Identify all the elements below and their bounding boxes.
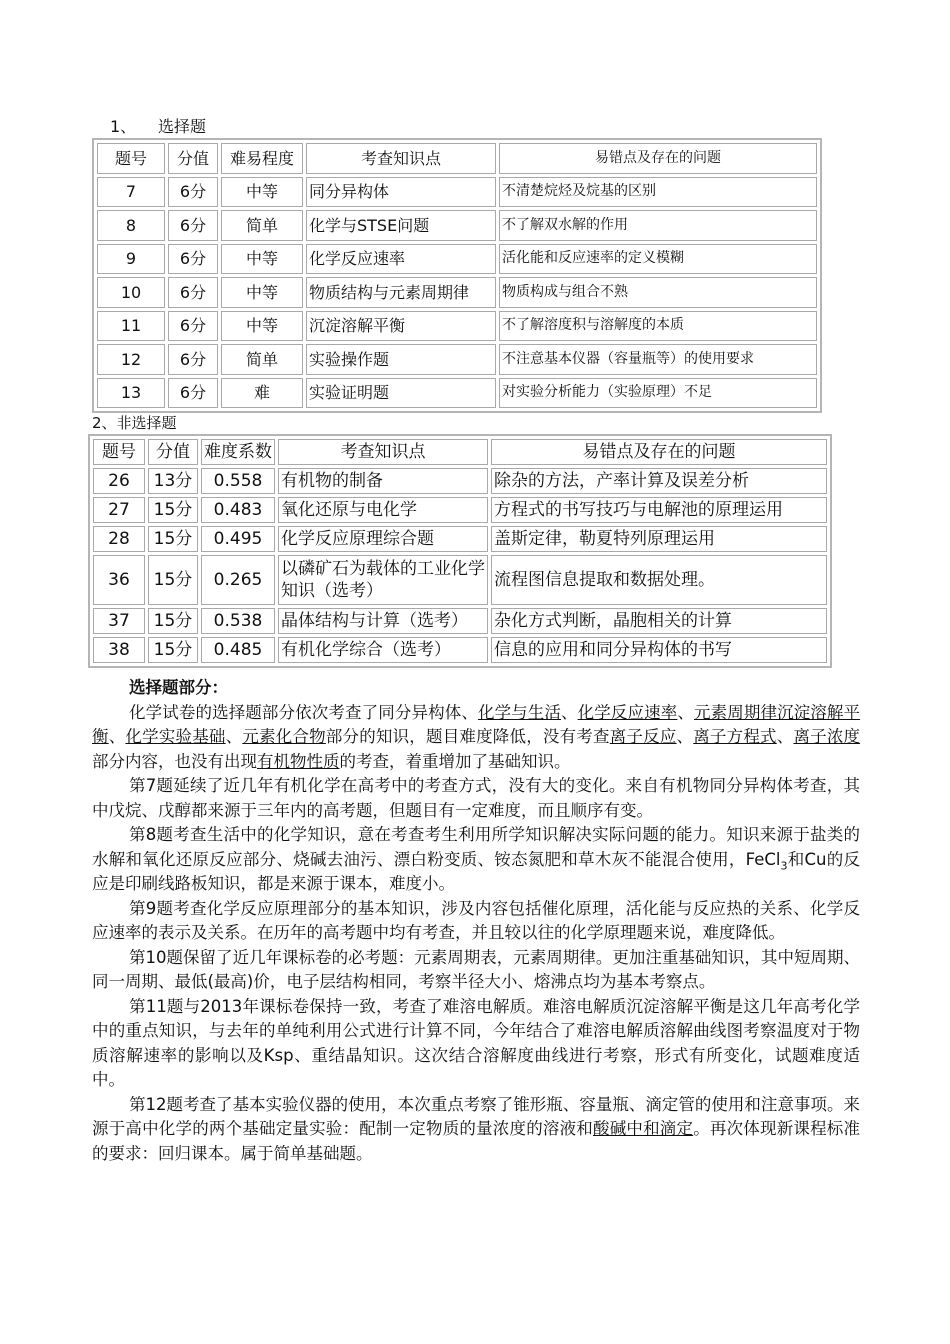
table-cell: 11	[97, 311, 165, 342]
header-cell: 考查知识点	[306, 143, 496, 174]
table-row	[97, 311, 817, 342]
table-cell: 有机物的制备	[278, 468, 488, 494]
paragraph-q8: 第8题考查生活中的化学知识，意在考查考生利用所学知识解决实际问题的能力。知识来源于盐类的水解和氧化还原反应部分、烧碱去油污、漂白粉变质、铵态氮肥和草木灰不能混合使用，FeCl$_3$和Cu的反应是印刷线路板知识，都是来源于课本，难度小。	[92, 825, 861, 893]
table-cell: 6分	[168, 277, 218, 308]
table-cell: 晶体结构与计算（选考）	[278, 608, 488, 634]
table-cell: 13分	[148, 468, 198, 494]
paragraph-overview: 化学试卷的选择题部分依次考查了同分异构体、化学与生活、化学反应速率、元素周期律沉淀溶解平衡、化学实验基础、元素化合物部分的知识，题目难度降低，没有考查离子反应、离子方程式、离子浓度部分内容，也没有出现有机物性质的考查，着重增加了基础知识。	[92, 702, 861, 771]
table-cell: 盖斯定律，勒夏特列原理运用	[491, 526, 827, 552]
table-cell: 难	[221, 378, 303, 409]
table-cell: 简单	[221, 210, 303, 241]
table-cell: 26	[93, 468, 145, 494]
table-row	[93, 468, 827, 494]
table-cell: 中等	[221, 311, 303, 342]
table-cell: 中等	[221, 244, 303, 275]
analysis-text	[92, 676, 860, 1166]
table-cell: 38	[93, 637, 145, 663]
table-row	[97, 244, 817, 275]
section-heading-choice	[110, 114, 206, 137]
header-cell: 考查知识点	[278, 439, 488, 465]
header-cell: 题号	[97, 143, 165, 174]
table-cell: 6分	[168, 311, 218, 342]
table-cell: 36	[93, 555, 145, 605]
table-cell: 信息的应用和同分异构体的书写	[491, 637, 827, 663]
table-row	[97, 210, 817, 241]
table-cell: 28	[93, 526, 145, 552]
table-row	[97, 277, 817, 308]
table-cell: 有机化学综合（选考）	[278, 637, 488, 663]
table-cell: 15分	[148, 497, 198, 523]
table-cell: 0.265	[201, 555, 275, 605]
header-cell: 分值	[168, 143, 218, 174]
table-cell: 12	[97, 344, 165, 375]
table-cell: 15分	[148, 526, 198, 552]
table-cell: 10	[97, 277, 165, 308]
paragraph-q10: 第10题保留了近几年课标卷的必考题：元素周期表，元素周期律。更加注重基础知识，其中短周期、同一周期、最低(最高)价，电子层结构相同，考察半径大小、熔沸点均为基本考察点。	[92, 947, 860, 991]
table-header-row	[93, 439, 827, 465]
table-cell: 15分	[148, 608, 198, 634]
table-cell: 氧化还原与电化学	[278, 497, 488, 523]
header-cell: 难度系数	[201, 439, 275, 465]
table-row	[93, 608, 827, 634]
table-cell: 实验操作题	[306, 344, 496, 375]
table-cell: 中等	[221, 177, 303, 208]
section-title: 选择题	[158, 117, 207, 136]
table-row	[93, 497, 827, 523]
table-cell: 流程图信息提取和数据处理。	[491, 555, 827, 605]
table-cell: 除杂的方法，产率计算及误差分析	[491, 468, 827, 494]
table-cell: 简单	[221, 344, 303, 375]
section-number: 1、	[110, 117, 137, 136]
table-cell: 0.485	[201, 637, 275, 663]
paragraph-q7: 第7题延续了近几年有机化学在高考中的考查方式，没有大的变化。来自有机物同分异构体考查，其中戊烷、戊醇都来源于三年内的高考题，但题目有一定难度，而且顺序有变。	[92, 776, 860, 820]
table-cell: 化学与STSE问题	[306, 210, 496, 241]
table-cell: 6分	[168, 210, 218, 241]
table-cell: 不注意基本仪器（容量瓶等）的使用要求	[499, 344, 817, 375]
table-cell: 6分	[168, 244, 218, 275]
table-row	[97, 344, 817, 375]
table-cell: 以磷矿石为载体的工业化学知识（选考）	[278, 555, 488, 605]
table-row	[93, 637, 827, 663]
table-cell: 15分	[148, 637, 198, 663]
table-cell: 对实验分析能力（实验原理）不足	[499, 378, 817, 409]
table-cell: 0.558	[201, 468, 275, 494]
table-cell: 化学反应速率	[306, 244, 496, 275]
table-cell: 方程式的书写技巧与电解池的原理运用	[491, 497, 827, 523]
header-cell: 分值	[148, 439, 198, 465]
table-cell: 实验证明题	[306, 378, 496, 409]
paragraph-q12: 第12题考查了基本实验仪器的使用，本次重点考察了锥形瓶、容量瓶、滴定管的使用和注意事项。来源于高中化学的两个基础定量实验：配制一定物质的量浓度的溶液和酸碱中和滴定。再次体现新课程标准的要求：回归课本。属于简单基础题。	[92, 1094, 861, 1163]
table-cell: 不了解双水解的作用	[499, 210, 817, 241]
table-row	[93, 526, 827, 552]
table-cell: 物质结构与元素周期律	[306, 277, 496, 308]
header-cell: 易错点及存在的问题	[499, 143, 817, 174]
header-cell: 难易程度	[221, 143, 303, 174]
table-cell: 0.495	[201, 526, 275, 552]
section-heading-nonchoice: 2、非选择题	[92, 414, 177, 432]
table-header-row	[97, 143, 817, 174]
table-cell: 中等	[221, 277, 303, 308]
table-cell: 0.483	[201, 497, 275, 523]
table-row	[93, 555, 827, 605]
table-cell: 6分	[168, 378, 218, 409]
header-cell: 易错点及存在的问题	[491, 439, 827, 465]
table-row	[97, 378, 817, 409]
table-cell: 13	[97, 378, 165, 409]
table-cell: 物质构成与组合不熟	[499, 277, 817, 308]
table-cell: 6分	[168, 177, 218, 208]
table-cell: 杂化方式判断，晶胞相关的计算	[491, 608, 827, 634]
table-cell: 6分	[168, 344, 218, 375]
table-cell: 活化能和反应速率的定义模糊	[499, 244, 817, 275]
paragraph-q11: 第11题与2013年课标卷保持一致，考查了难溶电解质。难溶电解质沉淀溶解平衡是这几年高考化学中的重点知识，与去年的单纯利用公式进行计算不同，今年结合了难溶电解质溶解曲线图考察温度对于物质溶解速率的影响以及Ksp、重结晶知识。这次结合溶解度曲线进行考察，形式有所变化，试题难度适中。	[92, 996, 860, 1089]
table-cell: 沉淀溶解平衡	[306, 311, 496, 342]
table-cell: 15分	[148, 555, 198, 605]
table-cell: 9	[97, 244, 165, 275]
table-cell: 同分异构体	[306, 177, 496, 208]
table-cell: 7	[97, 177, 165, 208]
table-cell: 8	[97, 210, 165, 241]
nonchoice-question-table	[88, 434, 832, 668]
header-cell: 题号	[93, 439, 145, 465]
table-cell: 0.538	[201, 608, 275, 634]
table-cell: 不了解溶度积与溶解度的本质	[499, 311, 817, 342]
table-row	[97, 177, 817, 208]
paragraph-q9: 第9题考查化学反应原理部分的基本知识，涉及内容包括催化原理，活化能与反应热的关系、化学反应速率的表示及关系。在历年的高考题中均有考查，并且较以往的化学原理题来说，难度降低。	[92, 898, 860, 942]
table-cell: 不清楚烷烃及烷基的区别	[499, 177, 817, 208]
table-cell: 27	[93, 497, 145, 523]
essay-title: 选择题部分：	[129, 678, 228, 697]
table-cell: 37	[93, 608, 145, 634]
table-cell: 化学反应原理综合题	[278, 526, 488, 552]
choice-question-table	[92, 138, 822, 413]
